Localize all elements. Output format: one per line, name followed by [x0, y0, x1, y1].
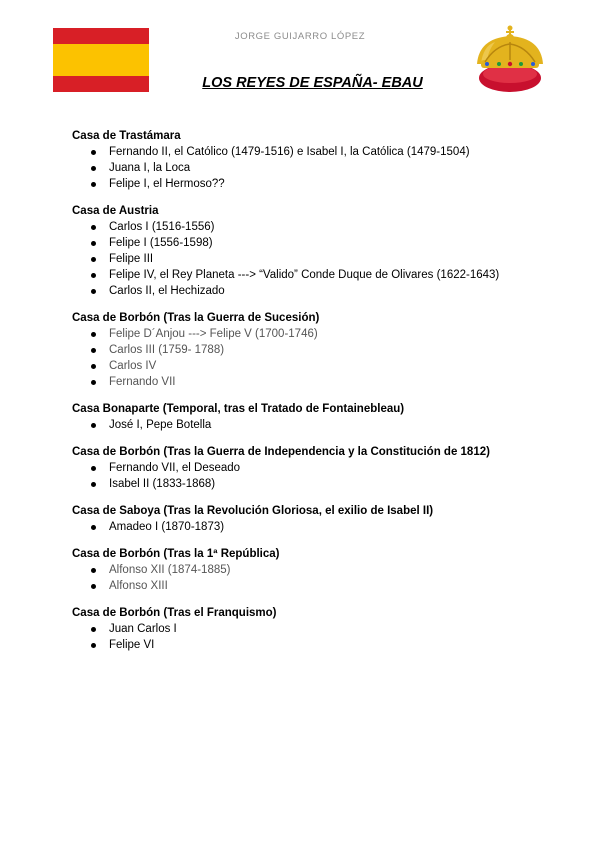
- section-borbon-sucesion: [72, 310, 572, 390]
- section-title: Casa de Trastámara: [72, 130, 181, 142]
- list-item: Carlos III (1759- 1788): [72, 342, 572, 358]
- list-item: Felipe I (1556-1598): [72, 235, 572, 251]
- list-item: Juan Carlos I: [72, 621, 572, 637]
- section-bonaparte: [72, 401, 572, 433]
- list-item: Fernando VII: [72, 374, 572, 390]
- list-item: Carlos I (1516-1556): [72, 219, 572, 235]
- list-item: Juana I, la Loca: [72, 160, 572, 176]
- section-title: Casa de Borbón (Tras el Franquismo): [72, 607, 277, 619]
- royal-crown-image: [473, 24, 547, 94]
- list-item: Felipe I, el Hermoso??: [72, 176, 572, 192]
- list-item: Fernando II, el Católico (1479-1516) e Isabel I, la Católica (1479-1504): [72, 144, 572, 160]
- section-trastamara: [72, 128, 572, 192]
- list-item: Isabel II (1833-1868): [72, 476, 572, 492]
- list-item: José I, Pepe Botella: [72, 417, 572, 433]
- list-item: Felipe IV, el Rey Planeta ---> “Valido” Conde Duque de Olivares (1622-1643): [72, 267, 572, 283]
- section-title: Casa de Borbón (Tras la 1ª República): [72, 548, 280, 560]
- section-title: Casa Bonaparte (Temporal, tras el Tratado de Fontainebleau): [72, 403, 405, 415]
- list-item: Alfonso XII (1874-1885): [72, 562, 572, 578]
- section-title: Casa de Borbón (Tras la Guerra de Sucesión): [72, 312, 320, 324]
- section-saboya: [72, 503, 572, 535]
- section-borbon-republica: [72, 546, 572, 594]
- section-title: Casa de Borbón (Tras la Guerra de Independencia y la Constitución de 1812): [72, 446, 490, 458]
- list-item: Carlos II, el Hechizado: [72, 283, 572, 299]
- list-item: Amadeo I (1870-1873): [72, 519, 572, 535]
- list-item: Felipe D´Anjou ---> Felipe V (1700-1746): [72, 326, 572, 342]
- list-item: Alfonso XIII: [72, 578, 572, 594]
- list-item: Felipe III: [72, 251, 572, 267]
- section-borbon-independencia: [72, 444, 572, 492]
- list-item: Felipe VI: [72, 637, 572, 653]
- list-item: Fernando VII, el Deseado: [72, 460, 572, 476]
- section-borbon-franquismo: [72, 605, 572, 653]
- dynasty-list: [72, 128, 572, 664]
- list-item: Carlos IV: [72, 358, 572, 374]
- author-name: JORGE GUIJARRO LÓPEZ: [234, 31, 366, 42]
- section-austria: [72, 203, 572, 299]
- section-title: Casa de Saboya (Tras la Revolución Gloriosa, el exilio de Isabel II): [72, 505, 434, 517]
- section-title: Casa de Austria: [72, 205, 159, 217]
- spain-flag-image: [53, 28, 149, 92]
- document-title: LOS REYES DE ESPAÑA- EBAU: [202, 75, 423, 91]
